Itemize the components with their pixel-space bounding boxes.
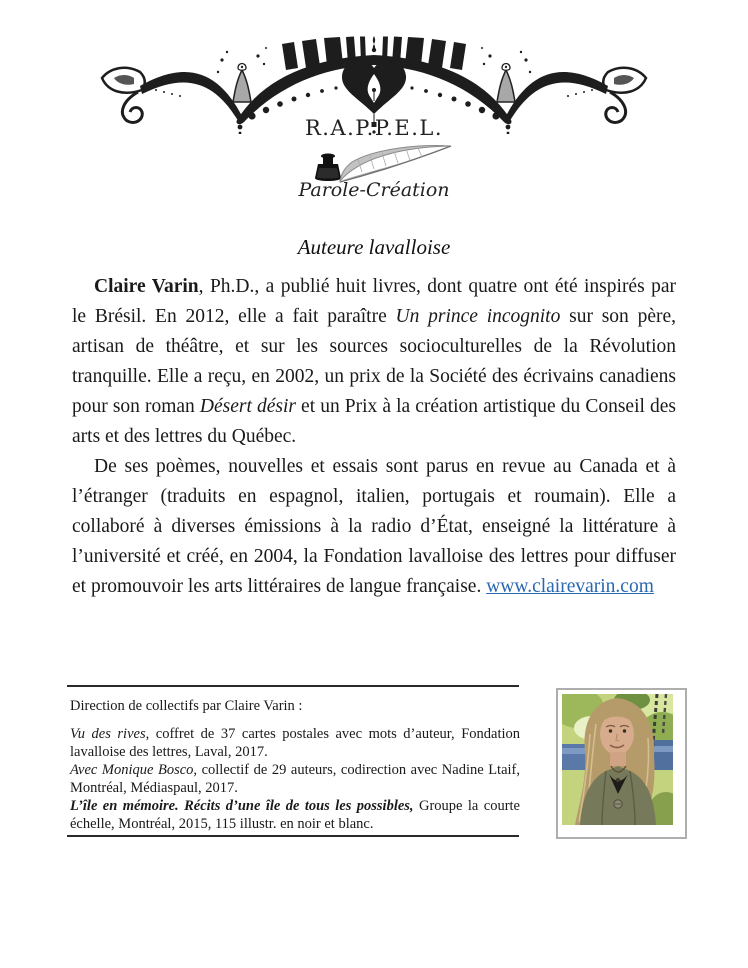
text-segment: , collectif de 29 auteurs, codirection avec Nadine Ltaif, Montréal, Médiaspaul, 2017. [70,762,520,796]
text-segment: Groupe la courte échelle, Montréal, 2015, 115 illustr. en noir et blanc. [70,798,520,832]
footnote-entry [70,725,520,761]
footnote-divider-bottom [67,835,519,837]
text-segment: L’île en mémoire. Récits d’une île de tous les possibles, [70,798,414,814]
page-title: Auteure lavalloise [297,235,451,259]
text-segment: Avec Monique Bosco [70,762,194,778]
org-name: R.A.P.P.E.L. [304,116,444,140]
org-tagline: Parole-Création [298,179,450,201]
website-link[interactable]: www.clairevarin.com [486,576,654,597]
footnote-entry [70,797,520,833]
text-segment: Claire Varin [94,276,199,297]
author-photo-image [562,694,673,825]
text-segment: Un prince incognito [395,306,561,327]
text-segment: sur son père, artisan de théâtre, et sur les sources socioculturelles de la Révolution tranquille. Elle a reçu, en 2002, un prix de la Société des écrivains canadiens pour son roman [72,306,677,417]
body-paragraph [72,452,676,602]
text-segment: et un Prix à la création artistique du Conseil des arts et des lettres du Québec. [72,396,676,447]
author-photo [556,688,687,839]
text-segment: Vu des rives [70,726,146,742]
footnote-entry [70,761,520,797]
footnotes-section [70,697,520,833]
body-paragraph [72,272,676,452]
text-segment: Désert désir [199,396,296,417]
footnote-divider-top [67,685,519,687]
footnotes-intro: Direction de collectifs par Claire Varin : [70,698,303,714]
text-segment: De ses poèmes, nouvelles et essais sont parus en revue au Canada et à l’étranger (traduits en espagnol, italien, portugais et roumain). Elle a collaboré à diverses émissions à la radio d’État, enseigné la littérature à l’université et créé, en 2004, la Fondation lavalloise des lettres pour diffuser et promouvoir les arts littéraires de langue française. [72,456,676,597]
article-body [72,272,676,602]
text-segment: , coffret de 37 cartes postales avec mots d’auteur, Fondation lavalloise des lettres, Laval, 2017. [70,726,521,760]
inkwell-quill-icon [310,142,460,184]
text-segment: , Ph.D., a publié huit livres, dont quatre ont été inspirés par le Brésil. En 2012, elle a fait paraître [72,276,676,327]
